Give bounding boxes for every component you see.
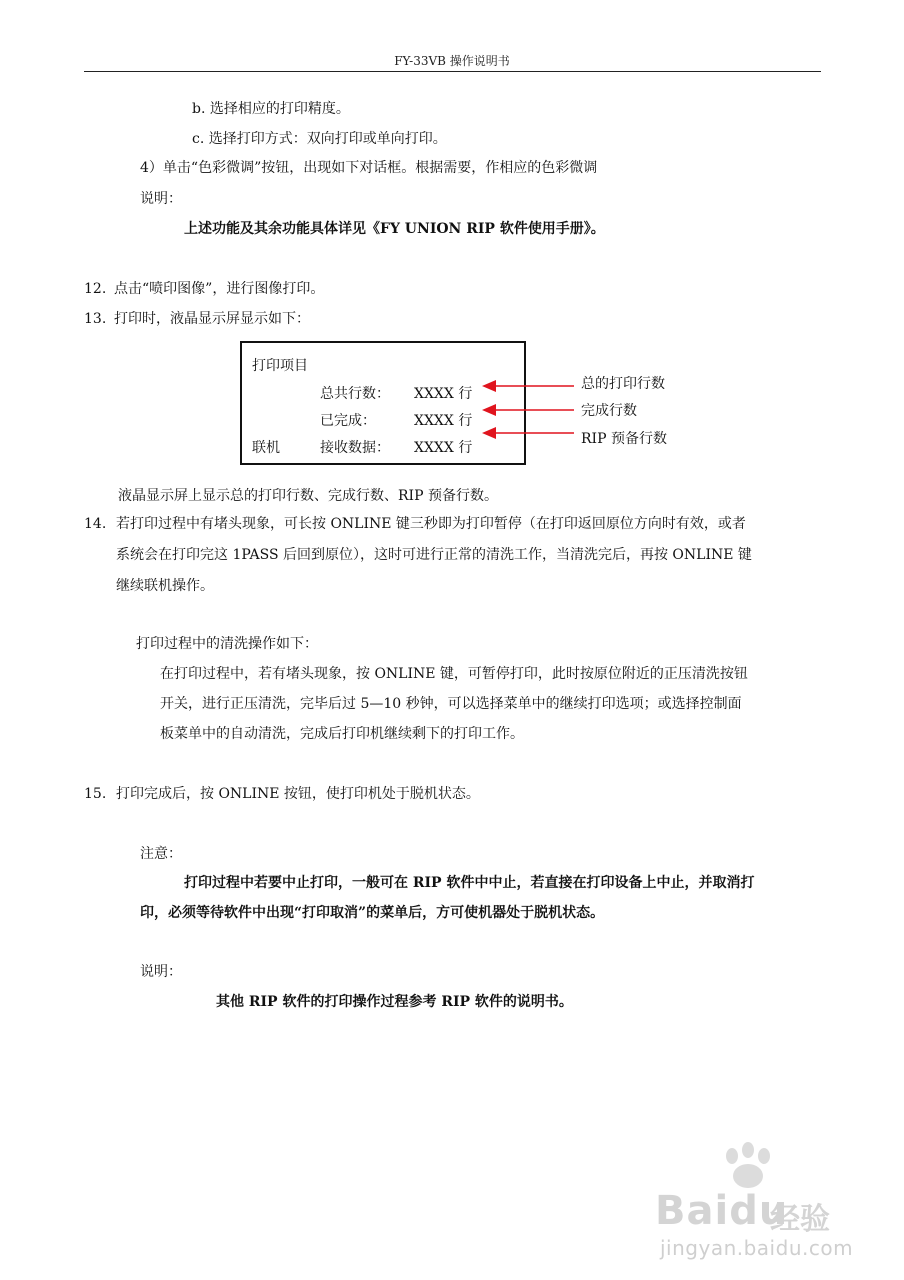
step14-line-1: 若打印过程中有堵头现象，可长按 ONLINE 键三秒即为打印暂停（在打印返回原位方向时有效，或者 [116, 516, 746, 532]
watermark-brand-cn: 经验 [770, 1202, 830, 1237]
attention-line-1: 打印过程中若要中止打印，一般可在 RIP 软件中中止，若直接在打印设备上中止，并取消打 [184, 875, 755, 891]
step14-number: 14. [84, 516, 107, 532]
note2-label: 说明： [140, 964, 182, 980]
arrow-done-icon [482, 404, 574, 416]
arrow-rip-icon [482, 427, 574, 439]
header-rule [84, 71, 821, 72]
lcd-status: 联机 [252, 440, 280, 456]
watermark-url: jingyan.baidu.com [660, 1236, 854, 1260]
step14-line-2: 系统会在打印完这 1PASS 后回到原位），这时可进行正常的清洗工作，当清洗完后，再按 ONLINE 键 [116, 547, 752, 563]
step15-text: 打印完成后，按 ONLINE 按钮，使打印机处于脱机状态。 [116, 786, 480, 802]
baidu-paw-icon [718, 1142, 778, 1190]
step12-text: 点击“喷印图像”，进行图像打印。 [114, 281, 325, 297]
note2-text: 其他 RIP 软件的打印操作过程参考 RIP 软件的说明书。 [216, 994, 573, 1010]
step13-number: 13. [84, 311, 107, 327]
item-4: 4）单击“色彩微调”按钮，出现如下对话框。根据需要，作相应的色彩微调 [140, 160, 598, 176]
legend-rip: RIP 预备行数 [581, 431, 667, 447]
lcd-done-value: XXXX 行 [414, 413, 473, 429]
item-c: c. 选择打印方式：双向打印或单向打印。 [192, 131, 447, 147]
legend-total: 总的打印行数 [581, 376, 665, 392]
item-b: b. 选择相应的打印精度。 [192, 101, 350, 117]
step12-number: 12. [84, 281, 107, 297]
lcd-done-label: 已完成： [320, 413, 376, 429]
cleaning-line-1: 在打印过程中，若有堵头现象，按 ONLINE 键，可暂停打印，此时按原位附近的正压清洗按钮 [160, 666, 748, 682]
lcd-caption: 液晶显示屏上显示总的打印行数、完成行数、RIP 预备行数。 [118, 488, 498, 504]
step15-number: 15. [84, 786, 107, 802]
lcd-received-label: 接收数据： [320, 440, 390, 456]
note1-text: 上述功能及其余功能具体详见《FY UNION RIP 软件使用手册》。 [184, 221, 605, 237]
note1-label: 说明： [140, 191, 182, 207]
lcd-total-label: 总共行数： [320, 386, 390, 402]
watermark-brand: Baidu [655, 1188, 789, 1234]
lcd-total-value: XXXX 行 [414, 386, 473, 402]
lcd-title: 打印项目 [252, 358, 308, 374]
attention-label: 注意： [140, 846, 182, 862]
page-header: FY-33VB 操作说明书 [394, 54, 510, 68]
step13-text: 打印时，液晶显示屏显示如下： [114, 311, 310, 327]
lcd-received-value: XXXX 行 [414, 440, 473, 456]
arrow-total-icon [482, 380, 574, 392]
legend-done: 完成行数 [581, 403, 637, 419]
step14-line-3: 继续联机操作。 [116, 578, 214, 594]
cleaning-line-3: 板菜单中的自动清洗，完成后打印机继续剩下的打印工作。 [160, 726, 524, 742]
cleaning-title: 打印过程中的清洗操作如下： [136, 636, 318, 652]
legend-arrows [480, 375, 576, 445]
cleaning-line-2: 开关，进行正压清洗，完毕后过 5—10 秒钟，可以选择菜单中的继续打印选项；或选择控制面 [160, 696, 742, 712]
attention-line-2: 印，必须等待软件中出现“打印取消”的菜单后，方可使机器处于脱机状态。 [140, 905, 605, 921]
